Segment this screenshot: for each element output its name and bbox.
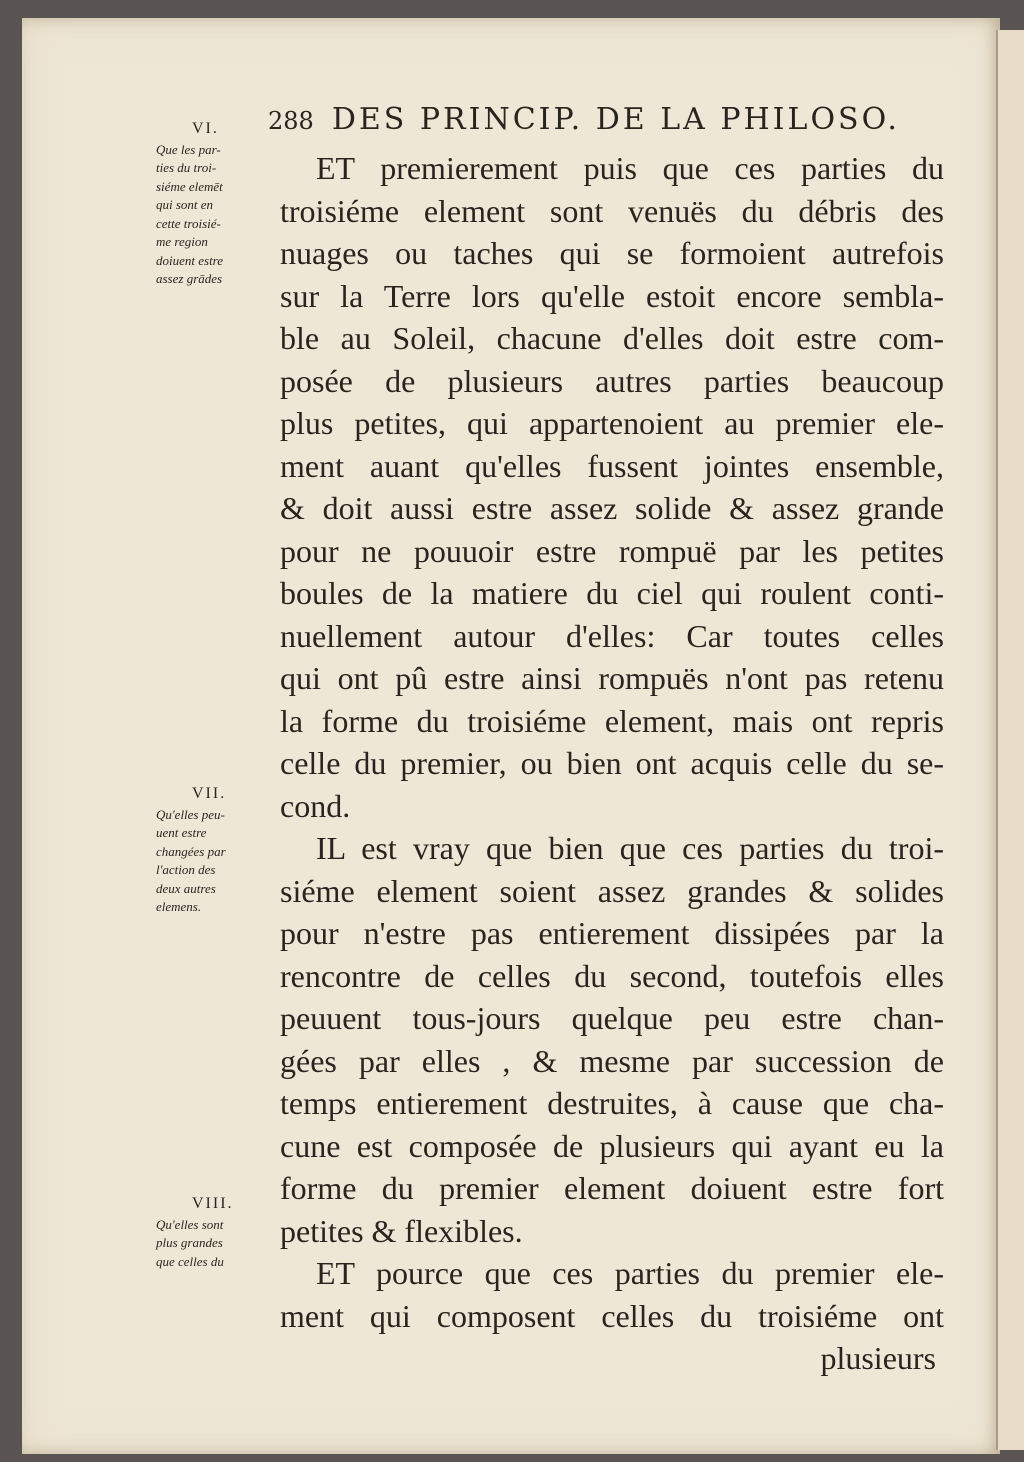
margin-note-line: assez grādes xyxy=(156,271,223,286)
text-line: troisiéme element sont venuës du débris des xyxy=(280,192,944,229)
text-line: petites & flexibles. xyxy=(280,1212,523,1249)
page-number: 288 xyxy=(268,107,314,135)
text-line: ET premierement puis que ces parties du xyxy=(316,150,944,186)
margin-note-number: VI. xyxy=(192,120,219,137)
margin-note-line: doiuent estre xyxy=(156,252,224,268)
text-line: ment qui composent celles du troisiéme ont xyxy=(280,1297,944,1334)
margin-note-8 xyxy=(156,1195,268,1271)
text-line: ble au Soleil, chacune d'elles doit estre com- xyxy=(280,320,944,356)
catchword: plusieurs xyxy=(820,1340,936,1376)
text-line: cond. xyxy=(280,787,351,824)
text-line: celle du premier, ou bien ont acquis celle du se- xyxy=(280,745,944,781)
margin-note-line: qui sont en xyxy=(156,197,214,212)
margin-note-line: cette troisié- xyxy=(156,215,221,231)
text-line: nuages ou taches qui se formoient autrefois xyxy=(280,235,944,271)
text-line: ment auant qu'elles fussent jointes ensemble, xyxy=(280,447,944,484)
margin-note-line: l'action des xyxy=(156,862,216,877)
body-text xyxy=(280,147,944,1380)
margin-note-line: Qu'elles sont xyxy=(156,1216,224,1232)
text-line: rencontre de celles du second, toutefois elles xyxy=(280,957,944,994)
text-line: ET pource que ces parties du premier ele- xyxy=(316,1255,944,1291)
margin-note-line: que celles du xyxy=(156,1253,224,1269)
margin-note-line: me region xyxy=(156,234,208,249)
adjacent-page-edge xyxy=(996,30,1024,1450)
text-line: qui ont pû estre ainsi rompuës n'ont pas retenu xyxy=(280,660,944,696)
text-line: pour n'estre pas entierement dissipées par la xyxy=(280,915,944,951)
text-line: peuuent tous-jours quelque peu estre chan- xyxy=(280,1000,944,1036)
margin-note-number: VIII. xyxy=(192,1195,234,1212)
running-title: DES PRINCIP. DE LA PHILOSO. xyxy=(331,102,900,137)
text-line: cune est composée de plusieurs qui ayant eu la xyxy=(280,1127,944,1164)
margin-note-number: VII. xyxy=(192,785,227,802)
text-line: gées par elles , & mesme par succession de xyxy=(280,1042,944,1079)
text-line: siéme element soient assez grandes & solides xyxy=(280,872,944,909)
margin-note-line: elemens. xyxy=(156,899,202,914)
margin-note-line: Que les par- xyxy=(156,141,221,157)
text-line: & doit aussi estre assez solide & assez grande xyxy=(280,490,944,526)
margin-note-line: plus grandes xyxy=(156,1235,223,1250)
text-line: plus petites, qui appartenoient au premier ele- xyxy=(280,405,944,441)
text-line: nuellement autour d'elles: Car toutes celles xyxy=(280,617,944,654)
text-line: posée de plusieurs autres parties beaucoup xyxy=(280,362,944,399)
margin-note-line: siéme elemēt xyxy=(156,178,223,194)
text-line: boules de la matiere du ciel qui roulent conti- xyxy=(280,575,944,611)
page-header xyxy=(268,102,948,137)
margin-note-6 xyxy=(156,120,268,289)
margin-note-line: changées par xyxy=(156,843,226,859)
text-line: temps entierement destruites, à cause que cha- xyxy=(280,1085,944,1121)
margin-note-line: deux autres xyxy=(156,880,216,896)
margin-note-line: uent estre xyxy=(156,825,207,840)
text-line: sur la Terre lors qu'elle estoit encore sembla- xyxy=(280,277,944,314)
text-line: IL est vray que bien que ces parties du troi- xyxy=(316,830,944,866)
margin-note-line: ties du troi- xyxy=(156,160,217,175)
text-line: la forme du troisiéme element, mais ont repris xyxy=(280,702,944,739)
margin-note-line: Qu'elles peu- xyxy=(156,806,225,822)
margin-note-7 xyxy=(156,785,268,917)
text-line: forme du premier element doiuent estre fort xyxy=(280,1170,944,1206)
text-line: pour ne pouuoir estre rompuë par les petites xyxy=(280,532,944,569)
